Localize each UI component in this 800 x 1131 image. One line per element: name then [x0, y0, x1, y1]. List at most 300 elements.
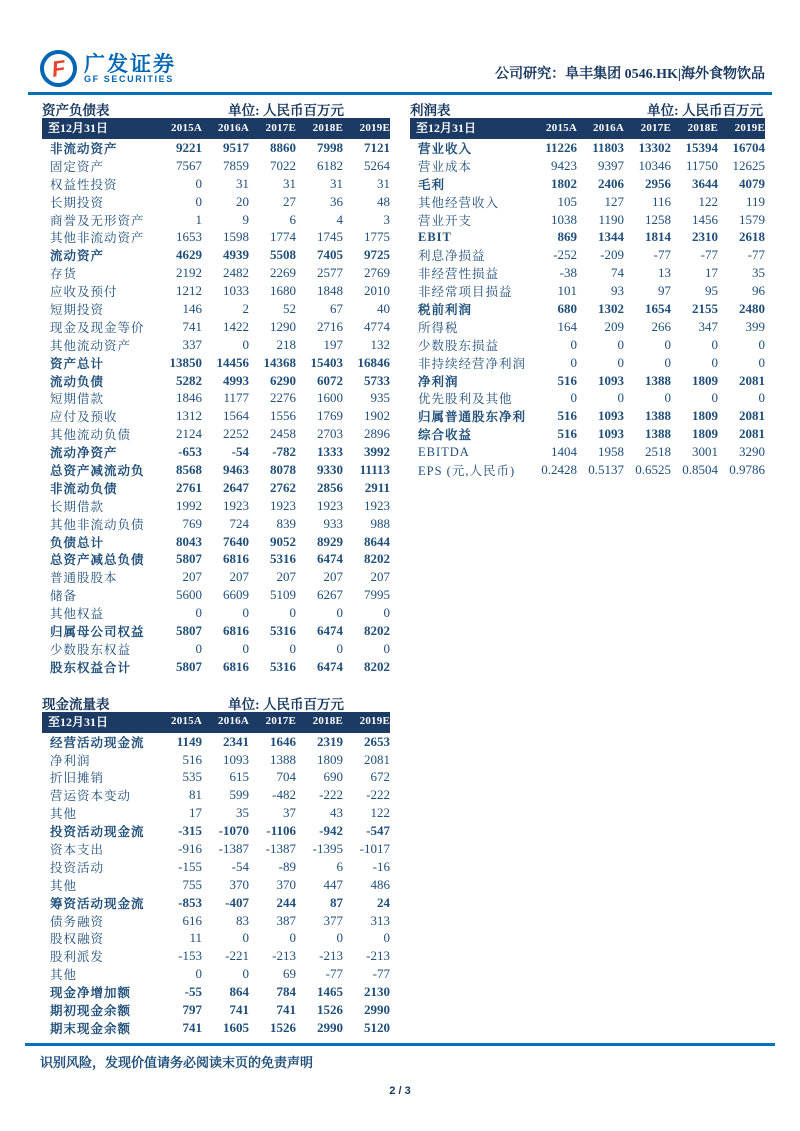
row-value: 83 [236, 912, 249, 928]
row-label: 其他 [50, 878, 78, 893]
table-header-row [42, 118, 390, 139]
row-value: 516 [557, 372, 577, 388]
row-label: 现金净增加额 [50, 986, 132, 1001]
row-value: 6182 [317, 157, 343, 173]
row-label: 其他 [50, 807, 78, 822]
row-value: 1923 [270, 497, 296, 513]
row-value: 2319 [317, 733, 343, 749]
row-value: 5316 [270, 658, 296, 674]
row-value: 7405 [317, 247, 343, 263]
row-value: 6474 [317, 551, 343, 567]
row-label: 其他经营收入 [418, 195, 500, 210]
row-label: 其他 [50, 968, 78, 983]
gf-logo-glyph: F [50, 54, 67, 82]
row-label: 其他非流动资产 [50, 231, 145, 246]
row-value: 2703 [317, 426, 343, 442]
row-value: 0.2428 [541, 461, 577, 477]
row-value: 1775 [364, 229, 390, 245]
row-label: 资本支出 [50, 843, 105, 858]
row-value: 2406 [598, 175, 624, 191]
row-value: 2653 [364, 733, 390, 749]
gf-logo-icon [38, 48, 80, 90]
row-value: 6816 [223, 658, 249, 674]
row-value: 1388 [270, 751, 296, 767]
table-row [42, 912, 390, 930]
table-row [410, 139, 765, 157]
page-footer [0, 1043, 800, 1097]
row-value: 16704 [732, 139, 765, 155]
table-row [42, 497, 390, 515]
row-label: 固定资产 [50, 159, 105, 174]
row-value: -213 [366, 948, 390, 964]
row-value: 93 [611, 283, 624, 299]
row-value: 1526 [270, 1019, 296, 1035]
row-value: 7022 [270, 157, 296, 173]
row-value: 0 [617, 354, 624, 370]
row-value: 370 [276, 876, 296, 892]
row-value: 2081 [739, 426, 765, 442]
row-value: 67 [330, 300, 343, 316]
row-label: 所得税 [418, 320, 459, 335]
table-row [410, 443, 765, 461]
row-value: 5109 [270, 587, 296, 603]
row-value: 43 [330, 805, 343, 821]
row-value: -1017 [359, 841, 390, 856]
row-value: 2716 [317, 318, 343, 334]
year-header-cell: 2016A [593, 121, 624, 134]
row-label: 流动净资产 [50, 446, 118, 461]
row-value: 1809 [692, 372, 718, 388]
row-value: 1093 [598, 372, 624, 388]
row-value: 2956 [645, 175, 671, 191]
row-value: 6816 [223, 551, 249, 567]
row-value: 988 [370, 515, 390, 531]
row-value: -482 [272, 787, 296, 803]
row-value: 9221 [176, 139, 202, 155]
row-label: 总资产减流动负 [50, 463, 145, 478]
row-value: 690 [323, 769, 343, 785]
row-value: 9423 [551, 157, 577, 173]
year-header-cell: 2015A [546, 121, 577, 134]
row-value: 7640 [223, 533, 249, 549]
table-row [42, 947, 390, 965]
row-value: 1 [195, 211, 202, 227]
row-value: 1456 [692, 211, 718, 227]
row-value: 2 [242, 300, 249, 316]
table-row [410, 157, 765, 175]
row-value: 0 [664, 390, 671, 406]
row-value: 0 [336, 640, 343, 656]
row-value: 3992 [364, 444, 390, 460]
row-value: 1149 [176, 733, 202, 749]
row-label: 综合收益 [418, 428, 473, 443]
row-label: 股东权益合计 [50, 660, 132, 675]
row-label: 归属母公司权益 [50, 625, 145, 639]
row-value: 2990 [317, 1019, 343, 1035]
row-value: 0 [242, 640, 249, 656]
row-value: -407 [225, 894, 249, 910]
row-label: 税前利润 [418, 302, 473, 317]
row-value: 8568 [176, 461, 202, 477]
row-label: 应付及预收 [50, 410, 118, 425]
row-value: 0 [336, 605, 343, 621]
table-row [42, 193, 390, 211]
row-value: 31 [283, 175, 296, 191]
row-value: 0 [383, 930, 390, 946]
row-label: 非经营性损益 [418, 267, 500, 282]
row-value: 95 [705, 283, 718, 299]
table-row [42, 407, 390, 425]
table-row [42, 983, 390, 1001]
row-value: 347 [698, 318, 718, 334]
row-value: 6 [336, 858, 343, 874]
row-value: 209 [604, 318, 624, 334]
row-value: -16 [372, 858, 390, 874]
year-header-cell: 2019E [359, 121, 390, 134]
row-value: 15403 [310, 354, 343, 370]
row-value: 1902 [364, 408, 390, 424]
row-value: -77 [653, 247, 671, 263]
row-value: 96 [752, 283, 765, 299]
row-value: 1809 [692, 408, 718, 424]
research-header-line: 公司研究：阜丰集团 0546.HK|海外食物饮品 [495, 67, 765, 82]
table-row [410, 193, 765, 211]
row-value: 5600 [176, 587, 202, 603]
row-value: 2480 [739, 300, 765, 316]
table-title: 利润表 [410, 103, 451, 118]
row-value: 2081 [739, 372, 765, 388]
row-value: 0 [336, 930, 343, 946]
row-value: -153 [178, 948, 202, 964]
row-value: 1923 [223, 497, 249, 513]
row-value: 5733 [364, 372, 390, 388]
table-header-row [410, 118, 765, 139]
row-value: 0 [570, 354, 577, 370]
row-label: 非流动资产 [50, 141, 118, 156]
row-value: 6609 [223, 587, 249, 603]
table-row [410, 282, 765, 300]
row-value: 5282 [176, 372, 202, 388]
row-value: -77 [372, 966, 390, 982]
table-row [42, 586, 390, 604]
row-value: 87 [330, 894, 343, 910]
row-label: 总资产减总负债 [50, 553, 145, 568]
table-row [410, 175, 765, 193]
row-value: 12625 [732, 157, 765, 173]
row-label: 投资活动现金流 [50, 825, 145, 840]
row-label: 债务融资 [50, 914, 105, 929]
row-label: 储备 [50, 589, 78, 604]
row-value: 1388 [645, 426, 671, 442]
row-label: 期初现金余额 [50, 1004, 132, 1019]
row-value: 11113 [359, 461, 390, 477]
row-label: 股权融资 [50, 932, 105, 947]
row-value: 1556 [270, 408, 296, 424]
row-value: 40 [377, 300, 390, 316]
row-value: 4 [336, 211, 343, 227]
row-value: 2310 [692, 229, 718, 245]
table-row [42, 786, 390, 804]
table-row [42, 443, 390, 461]
row-value: 81 [189, 787, 202, 803]
row-value: 615 [229, 769, 249, 785]
row-value: 0 [289, 640, 296, 656]
table-row [42, 622, 390, 640]
row-label: 筹资活动现金流 [50, 896, 145, 911]
row-value: 37 [283, 805, 296, 821]
row-label: 长期投资 [50, 195, 105, 210]
row-label: 流动负债 [50, 374, 105, 389]
row-value: 8202 [364, 658, 390, 674]
table-row [410, 300, 765, 318]
row-value: 197 [323, 336, 343, 352]
row-value: 101 [557, 283, 577, 299]
table-row [42, 804, 390, 822]
brand-name-en: GF SECURITIES [84, 73, 174, 84]
table-row [42, 479, 390, 497]
row-value: 74 [611, 265, 624, 281]
row-value: -916 [178, 841, 202, 856]
row-label: 其他流动负债 [50, 428, 132, 443]
row-label: 毛利 [418, 177, 446, 192]
table-row [42, 139, 390, 157]
row-value: 5316 [270, 551, 296, 567]
row-value: 8202 [364, 622, 390, 638]
row-value: 1774 [270, 229, 296, 245]
row-value: 36 [330, 193, 343, 209]
row-value: -213 [319, 948, 343, 964]
row-value: 0 [664, 336, 671, 352]
table-row [42, 157, 390, 175]
row-value: 127 [604, 193, 624, 209]
row-value: -155 [178, 858, 202, 874]
row-value: 741 [182, 318, 202, 334]
table-row [42, 372, 390, 390]
row-value: 1344 [598, 229, 624, 245]
row-value: 1312 [176, 408, 202, 424]
table-title: 资产负债表 [42, 103, 110, 118]
row-value: 5508 [270, 247, 296, 263]
table-row [42, 640, 390, 658]
table-row [42, 840, 390, 858]
row-value: 9330 [317, 461, 343, 477]
row-value: 1388 [645, 372, 671, 388]
date-header: 至12月31日 [48, 714, 109, 729]
row-value: 2990 [364, 1002, 390, 1018]
row-label: 其他权益 [50, 607, 105, 622]
row-value: 2577 [317, 265, 343, 281]
row-value: 35 [236, 805, 249, 821]
row-value: 2081 [364, 751, 390, 767]
table-row [42, 769, 390, 787]
table-row [42, 658, 390, 676]
row-value: -54 [231, 444, 249, 460]
table-row [42, 282, 390, 300]
table-row [410, 389, 765, 407]
table-row [42, 876, 390, 894]
row-value: 1809 [317, 751, 343, 767]
row-value: 1038 [551, 211, 577, 227]
row-value: 2252 [223, 426, 249, 442]
row-value: 1302 [598, 300, 624, 316]
row-value: 5120 [364, 1019, 390, 1035]
table-row [42, 1001, 390, 1019]
row-value: 0.9786 [729, 461, 765, 477]
row-value: 9725 [364, 247, 390, 263]
table-row [42, 894, 390, 912]
row-value: 6474 [317, 622, 343, 638]
row-value: -77 [747, 247, 765, 263]
row-label: 现金及现金等价 [50, 320, 145, 335]
brand-name-cn: 广发证券 [84, 51, 176, 76]
table-row [410, 264, 765, 282]
page-number: 2 / 3 [389, 1085, 411, 1097]
row-value: 1600 [317, 390, 343, 406]
table-unit: 单位: 人民币百万元 [228, 103, 344, 118]
row-value: 2010 [364, 283, 390, 299]
row-value: 2155 [692, 300, 718, 316]
row-value: 0 [711, 354, 718, 370]
row-value: 48 [377, 193, 390, 209]
row-label: 非持续经营净利润 [418, 356, 527, 371]
year-header-cell: 2019E [734, 121, 765, 134]
row-value: 207 [276, 569, 296, 585]
row-value: 0 [617, 390, 624, 406]
row-value: 1465 [317, 984, 343, 1000]
row-value: 2911 [364, 479, 390, 495]
row-label: 非经常项目损益 [418, 285, 513, 300]
row-value: 1290 [270, 318, 296, 334]
row-value: 7859 [223, 157, 249, 173]
row-value: 1404 [551, 444, 577, 460]
row-value: 935 [370, 390, 390, 406]
row-value: 207 [182, 569, 202, 585]
row-value: -213 [272, 948, 296, 964]
row-value: 447 [323, 876, 343, 892]
row-value: -547 [366, 823, 390, 839]
row-value: 0 [195, 640, 202, 656]
row-label: 短期借款 [50, 392, 105, 407]
row-value: -89 [278, 858, 296, 874]
row-value: 2269 [270, 265, 296, 281]
row-label: 长期借款 [50, 499, 105, 514]
row-value: 377 [323, 912, 343, 928]
row-label: 非流动负债 [50, 481, 118, 496]
row-value: 1093 [223, 751, 249, 767]
row-value: 2081 [739, 408, 765, 424]
row-value: 207 [229, 569, 249, 585]
row-value: 0 [195, 193, 202, 209]
row-value: 1526 [317, 1002, 343, 1018]
row-label: 资产总计 [50, 356, 105, 371]
row-value: 8078 [270, 461, 296, 477]
row-value: 0 [570, 336, 577, 352]
row-value: 266 [651, 318, 671, 334]
year-header-cell: 2016A [218, 121, 249, 134]
row-value: 3001 [692, 444, 718, 460]
row-value: 2518 [645, 444, 671, 460]
row-value: -1395 [312, 841, 343, 856]
row-value: 869 [557, 229, 577, 245]
table-row [42, 733, 390, 751]
row-value: 27 [283, 193, 296, 209]
row-value: 119 [745, 193, 765, 209]
table-row [410, 354, 765, 372]
row-value: 486 [370, 876, 390, 892]
date-header: 至12月31日 [48, 121, 109, 135]
row-value: 1802 [551, 175, 577, 191]
row-value: 1646 [270, 733, 296, 749]
row-value: 132 [370, 336, 390, 352]
table-row [410, 407, 765, 425]
row-value: -782 [272, 444, 296, 460]
row-value: 616 [182, 912, 202, 928]
row-value: 1809 [692, 426, 718, 442]
row-value: 1212 [176, 283, 202, 299]
row-value: -1106 [266, 823, 296, 839]
row-value: 370 [229, 876, 249, 892]
row-value: 5807 [176, 658, 202, 674]
row-value: 599 [229, 787, 249, 803]
year-header-cell: 2019E [359, 715, 390, 728]
table-row [42, 568, 390, 586]
row-value: 535 [182, 769, 202, 785]
row-value: 2618 [739, 229, 765, 245]
row-value: 2761 [176, 479, 202, 495]
row-value: 17 [705, 265, 718, 281]
row-value: 2192 [176, 265, 202, 281]
row-value: 2341 [223, 733, 249, 749]
row-value: 1848 [317, 283, 343, 299]
cash-flow-table [42, 693, 390, 1037]
row-value: 105 [557, 193, 577, 209]
row-label: EBIT [418, 229, 452, 244]
row-value: 11226 [545, 139, 577, 155]
row-value: 1422 [223, 318, 249, 334]
row-value: 0 [242, 336, 249, 352]
row-value: 1177 [223, 390, 249, 406]
row-value: 4079 [739, 175, 765, 191]
table-row [42, 965, 390, 983]
row-value: 7998 [317, 139, 343, 155]
row-value: 15394 [685, 139, 718, 155]
table-row [410, 372, 765, 390]
row-label: 营业成本 [418, 159, 473, 174]
row-label: 净利润 [50, 753, 91, 768]
table-unit: 单位: 人民币百万元 [647, 103, 763, 118]
row-value: -54 [231, 858, 249, 874]
row-label: 商誉及无形资产 [50, 213, 145, 228]
row-label: 利息净损益 [418, 249, 486, 264]
row-value: 0 [711, 390, 718, 406]
row-value: 680 [557, 300, 577, 316]
row-value: 0 [758, 354, 765, 370]
row-value: 1033 [223, 283, 249, 299]
row-label: EPS (元,人民币) [418, 463, 516, 478]
row-value: 2482 [223, 265, 249, 281]
row-value: -77 [325, 966, 343, 982]
row-value: 1093 [598, 408, 624, 424]
row-value: 6290 [270, 372, 296, 388]
row-value: -653 [178, 444, 202, 460]
row-value: -55 [184, 984, 202, 1000]
row-value: 2856 [317, 479, 343, 495]
table-row [42, 515, 390, 533]
row-label: 营业收入 [418, 141, 473, 156]
table-row [42, 336, 390, 354]
row-value: 784 [276, 984, 296, 1000]
row-value: 207 [370, 569, 390, 585]
